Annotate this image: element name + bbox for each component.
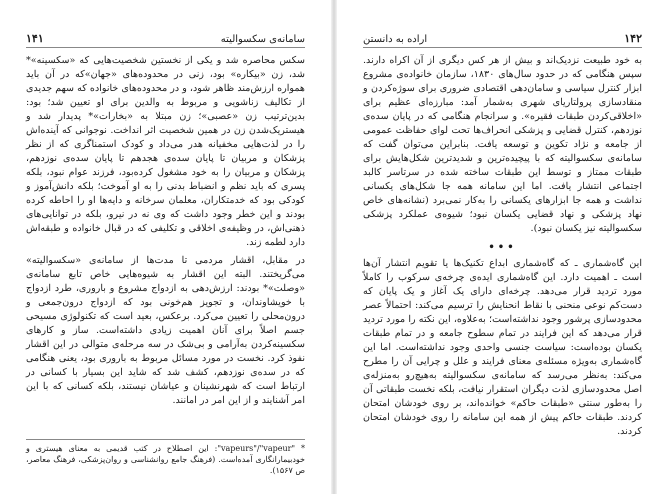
left-paragraph-1: سکس محاصره شد و یکی از نخستین شخصیت‌هایی که «سکسینه»* شد، زن «بیکاره» بود، زنی در محدوده‌های «جهان»که در آن باید همواره ارزش‌مند ظاهر شود، و در محدوده‌های خانواده که سهم جدیدی از تکالیف زناشویی و مربوط به والدین برای او تعیین شد؛ بود: بدین‌ترتیب زن «عصبی»؛ زن مبتلا به «بخارات»* پدیدار شد و هیستریک‌شدن زن در همین شخصیت‌ اثر انداخت. نوجوانی که آینده‌اش را در لذت‌هایی مخفیانه هدر می‌داد و کودک استمناگری که از نظر پزشکان و مربیان تا پایان سده‌ی هجدهم تا پایان سده‌ی نوزدهم، پزشکان و مربیان را به خود مشغول کرده‌بود، فرزند عوام نبود، بلکه پسری که باید نظم و انضباط بدنی را به او آموخت؛ بلکه دانش‌آموز و کودکی بود که خدمتکاران، معلمان سرخانه و دایه‌ها او را احاطه کرده بودند و این خطر وجود داشت که وی نه در نیرو، بلکه در توانایی‌های ذهنی‌اش، در وظیفه‌ی اخلاقی و تکلیفی که در قبال خانواده و طبقه‌اش دارد لطمه زند. <box>26 55 305 248</box>
left-footnote: * "vapeurs"/"vapeur": این اصطلاح در کتب قدیمی به معنای هیستری و خودبیمارانگاری آمده‌است. (فرهنگ جامع روانشناسی و روان‌پزشکی، فرهنگ معاصر، ص ۱۵۶۷). <box>26 439 305 476</box>
right-page <box>337 0 668 494</box>
left-page-header <box>26 32 305 48</box>
section-separator: ••• <box>488 242 517 253</box>
left-page-number: ۱۴۱ <box>26 32 44 45</box>
right-paragraph-2: این گاه‌شماری ـ که گاه‌شماری ابداع تکنیک‌ها یا تقویم انتشار آن‌ها است ـ اهمیت دارد. این گاه‌شماری ایده‌ی چرخه‌ی سرکوب را کاملاً مورد تردید قرار می‌دهد. چرخه‌ای دارای یک آغاز و یک پایان که دست‌کم نوعی منحنی با نقاط انحنایش را ترسیم می‌کند: احتمالاً عصر محدودسازی پرشور وجود نداشته‌است؛ به‌علاوه، این نکته را مورد تردید قرار می‌دهد که این فرایند در تمام سطوح جامعه و در تمام طبقات یکسان بوده‌است: سیاست جنسی واحدی وجود نداشته‌است. اما این گاه‌شماری به‌ویژه مسئله‌ی معنای فرایند و علل و چرایی آن را مطرح می‌کند: به‌نظر می‌رسد که سامانه‌ی سکسوالیته به‌هیچ‌رو به‌منزله‌ی اصل محدودسازی لذت دیگران استقرار نیافت، بلکه نخست طبقاتی آن را به‌طور سنتی «طبقات حاکم» خوانده‌اند، بر روی خودشان امتحان کردند. طبقات حاکم پیش از همه این سامانه را روی خودشان امتحان کردند. <box>363 258 642 437</box>
right-page-number: ۱۴۲ <box>624 32 642 45</box>
right-paragraph-1: به خود طبیعت نزدیک‌اند و بیش از هر کس دیگری از آن اکراه دارند. سپس هنگامی که در حدود سال‌های ۱۸۳۰، سازمان خانواده‌ی مشروع ابزار کنترل سیاسی و سامان‌دهی اقتصادی ضروری برای سوژه‌کردن و منقادسازی پرولتاریای شهری به‌شمار آمد: مبارزه‌ای عظیم برای «اخلاقی‌کردن طبقات فقیره». و سرانجام هنگامی که در پایان سده‌ی نوزدهم، کنترل قضایی و پزشکی انحراف‌ها تحت لوای حفاظت عمومی از جامعه و نژاد تکوین و توسعه یافت. بنابراین می‌توان گفت که سامانه‌ی سکسوالیته که با پیچیده‌ترین و شدیدترین شکل‌هایش برای طبقات ممتاز و توسط این طبقات ساخته شده در سرتاسر کالبد اجتماعی انتشار یافت. اما این سامانه همه جا شکل‌های یکسانی نداشت و همه جا ابزارهای یکسانی را به‌کار نمی‌برد (نشانه‌های خاص نهاد پزشکی و نهاد قضایی یکسان نبود؛ شیوه‌ی عملکرد پزشکی سکسوالیته نیز یکسان نبود). <box>363 55 643 234</box>
left-running-title: سامانه‌ی سکسوالیته <box>220 34 305 45</box>
right-page-header <box>363 32 642 48</box>
right-running-title: اراده به دانستن <box>363 34 428 45</box>
left-page <box>0 0 331 494</box>
left-paragraph-2: در مقابل، اقشار مردمی تا مدت‌ها از سامانه‌ی «سکسوالیته» می‌گریختند. البته این اقشار به شیوه‌هایی خاص تابع سامانه‌ی «وصلت»* بودند: ارزش‌دهی به ازدواج مشروع و باروری، طرد ازدواج با خویشاوندان، و تجویز هم‌خونی بود که ازدواج درون‌جمعی و درون‌محلی را تعیین می‌کرد. برعکس، بعید است که تکنولوژی مسیحی جسم اصلاً برای آنان اهمیت زیادی داشته‌است. ساز و کارهای سکسینه‌کردن به‌آرامی و بی‌شک در سه مرحله‌ی متوالی در این اقشار نفوذ کرد. نخست در مورد مسائل مربوط به باروری بود، یعنی هنگامی که در سده‌ی نوزدهم، کشف شد که شاید این بسیار با کسانی در ارتباط است که شهرنشینان و عیاشان نیستند، بلکه کسانی که با این امر آشنایند و از این امر در امانند. <box>26 255 305 406</box>
